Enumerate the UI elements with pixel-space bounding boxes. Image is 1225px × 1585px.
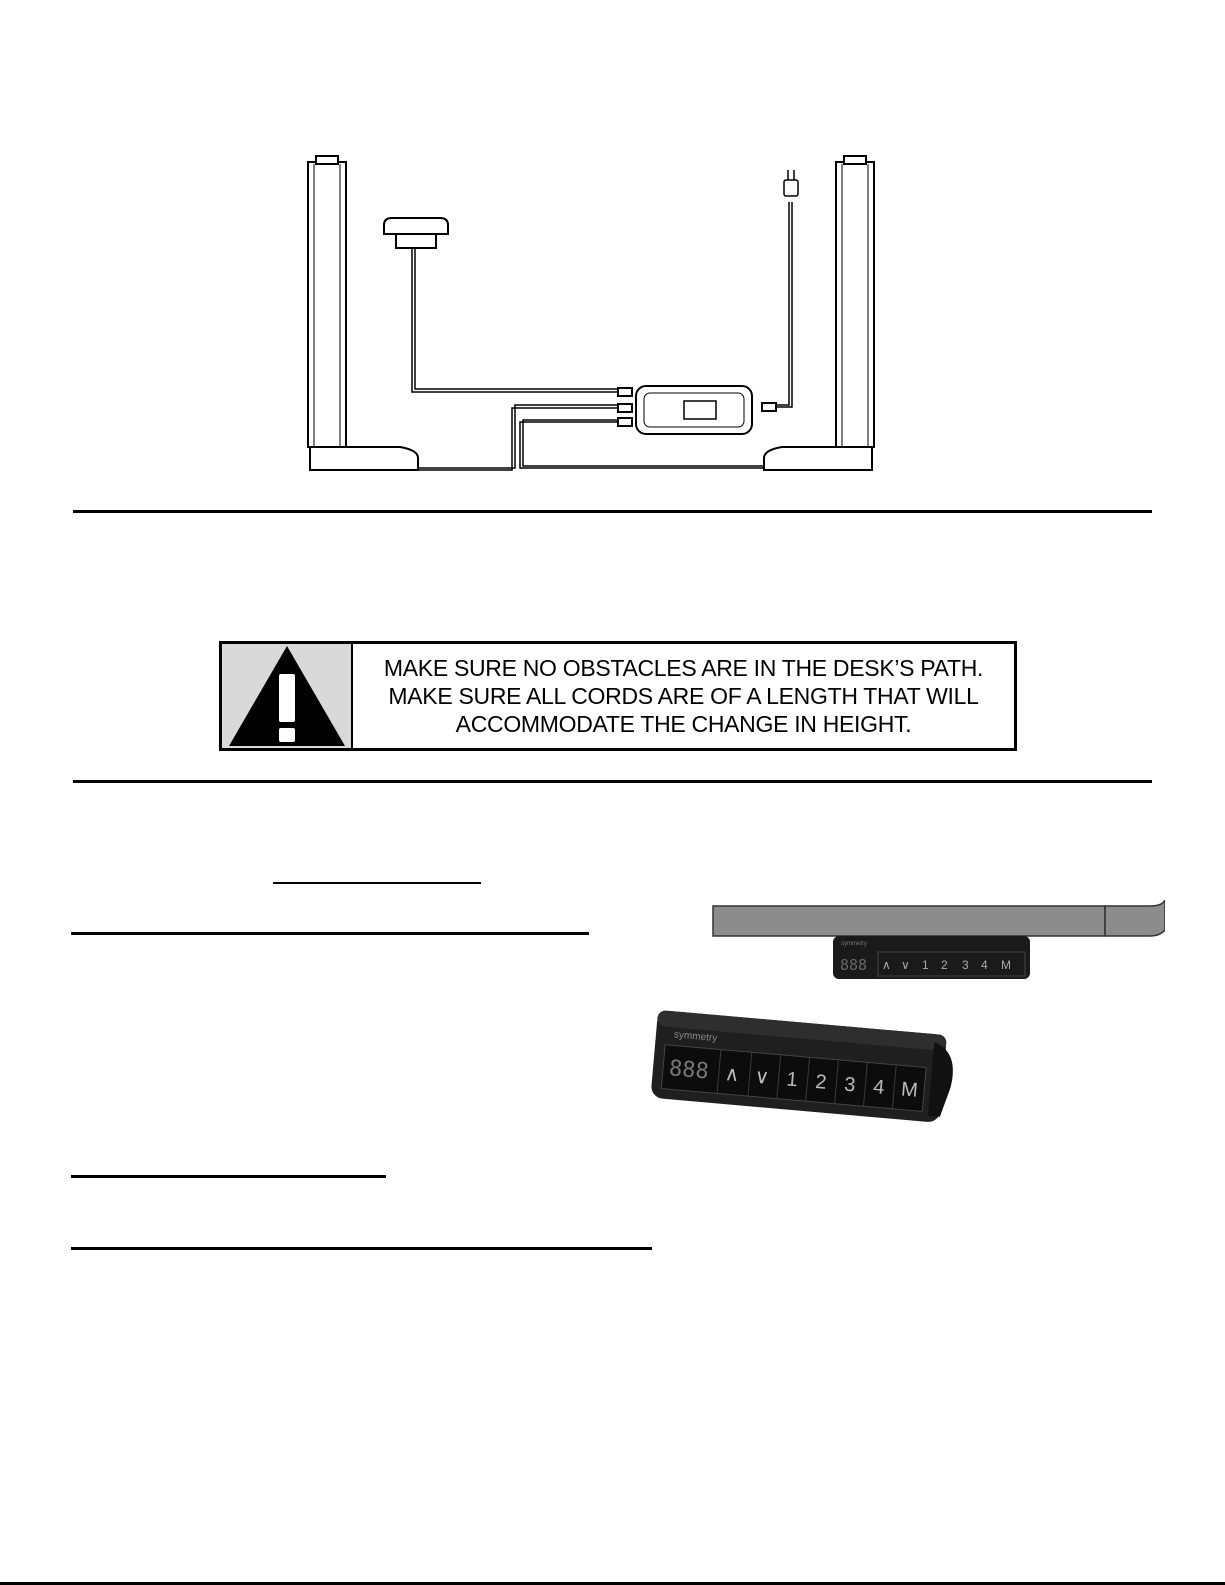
keypad-large-up: ∧ — [723, 1063, 741, 1087]
underline-3 — [71, 1175, 386, 1178]
section-divider-1 — [73, 510, 1152, 513]
warning-line-3: ACCOMMODATE THE CHANGE IN HEIGHT. — [455, 711, 912, 737]
keypad-large-3: 3 — [843, 1073, 857, 1097]
warning-triangle-icon — [227, 644, 347, 748]
wiring-diagram — [300, 150, 880, 485]
warning-box — [219, 641, 1017, 751]
keypad-large-m: M — [900, 1078, 919, 1102]
keypad-small-1: 1 — [922, 958, 929, 972]
warning-text — [353, 644, 1014, 748]
underline-4 — [71, 1247, 652, 1250]
keypad-small-3: 3 — [962, 958, 969, 972]
hand-controller — [384, 218, 448, 234]
warning-line-1: MAKE SURE NO OBSTACLES ARE IN THE DESK’S PATH. — [383, 655, 984, 681]
warning-line-2: MAKE SURE ALL CORDS ARE OF A LENGTH THAT WILL — [388, 683, 979, 709]
keypad-small-2: 2 — [941, 958, 948, 972]
keypad-small-down: ∨ — [901, 958, 910, 972]
warning-icon-panel — [222, 644, 353, 748]
underline-2 — [71, 932, 589, 935]
section-divider-2 — [73, 780, 1152, 783]
keypad-closeup-photo — [645, 1005, 965, 1145]
keypad-small-brand: symmetry — [841, 941, 867, 947]
desk-mounted-keypad-photo — [710, 900, 1165, 980]
power-plug — [784, 170, 798, 196]
keypad-large-brand: symmetry — [673, 1029, 718, 1045]
keypad-small-display: 888 — [840, 956, 868, 974]
left-foot — [310, 447, 418, 470]
keypad-small-m: M — [1001, 958, 1011, 972]
keypad-large-2: 2 — [814, 1070, 828, 1094]
keypad-small-4: 4 — [981, 958, 988, 972]
keypad-small-up: ∧ — [882, 958, 891, 972]
keypad-large-1: 1 — [785, 1068, 799, 1092]
underline-1 — [273, 882, 481, 884]
right-foot — [764, 447, 872, 470]
keypad-large-display: 888 — [667, 1056, 710, 1085]
desktop-edge — [713, 906, 1105, 936]
keypad-large-down: ∨ — [753, 1065, 771, 1089]
keypad-large-4: 4 — [872, 1076, 886, 1099]
